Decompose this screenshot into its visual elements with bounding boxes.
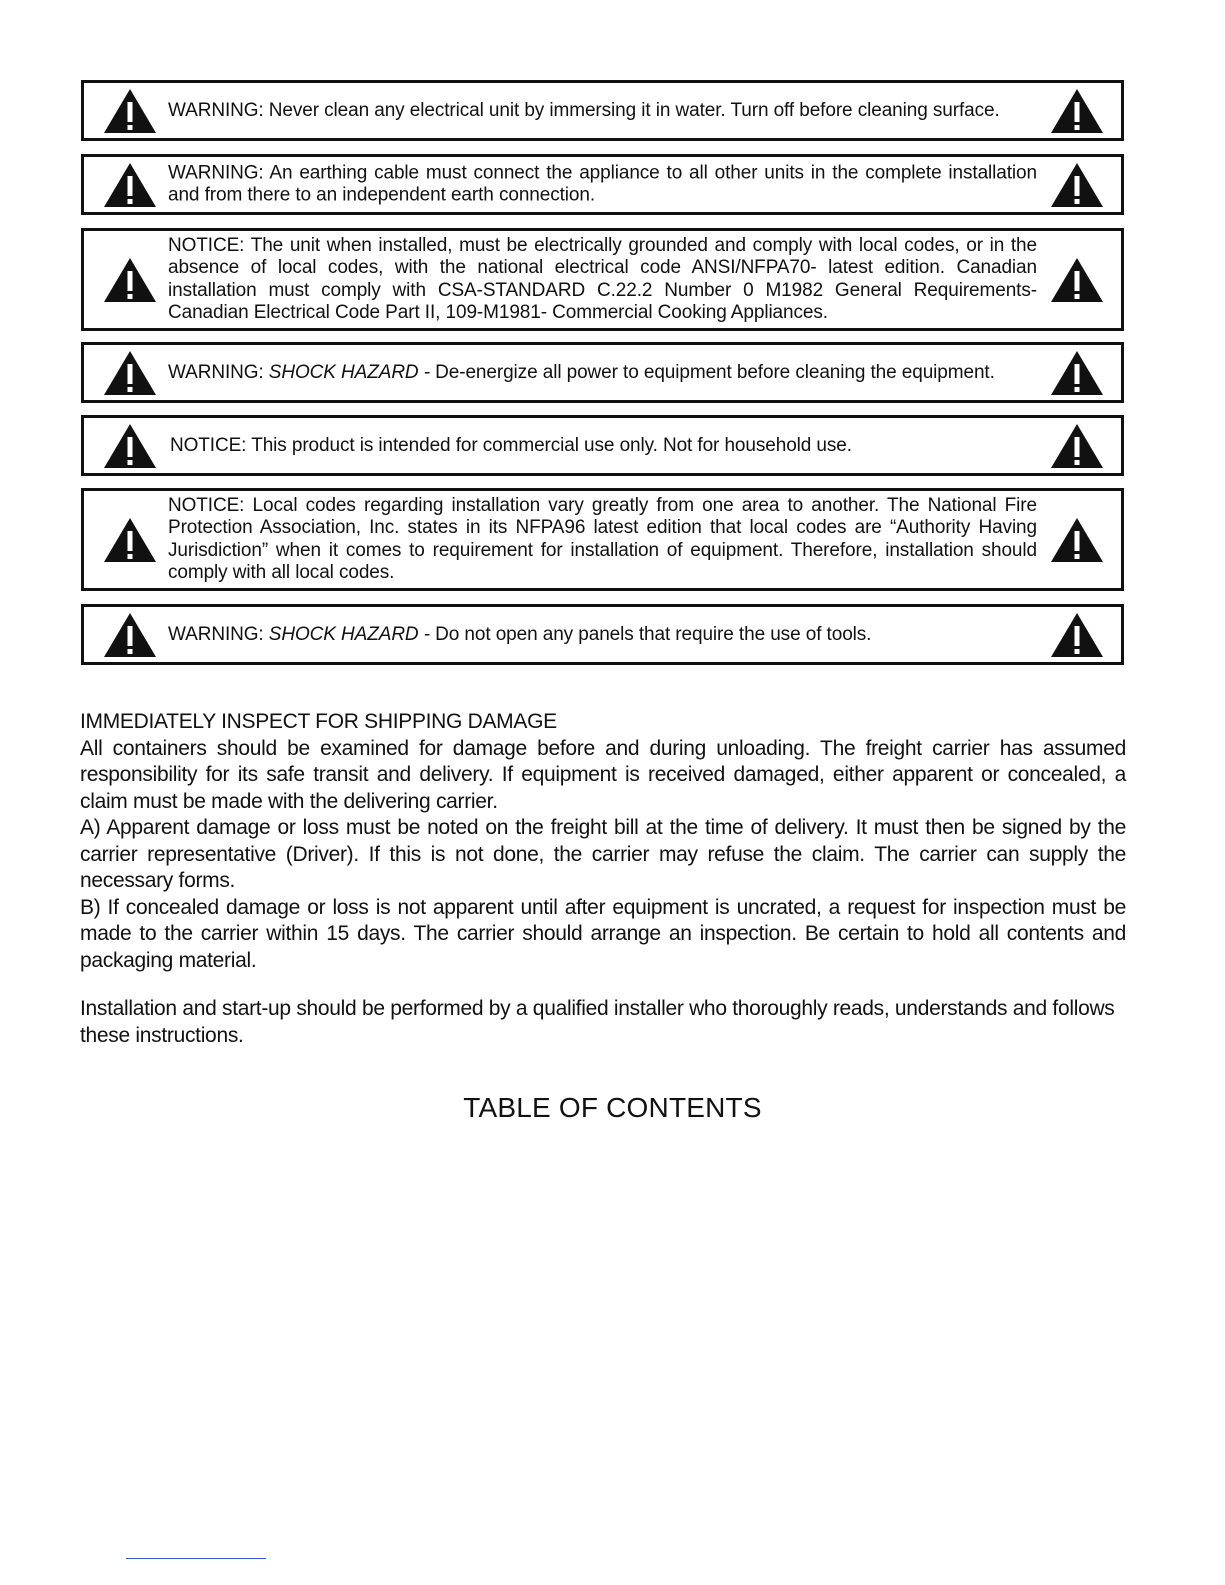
- warning-triangle-icon: [1049, 256, 1105, 304]
- notice-text: [170, 434, 1037, 457]
- warning-box-shock-panels: [81, 604, 1124, 665]
- notice-label: WARNING:: [168, 361, 264, 383]
- notice-text: [168, 99, 1037, 122]
- warning-triangle-icon: [1049, 349, 1105, 397]
- notice-box-local-codes: [81, 488, 1124, 591]
- notice-label: WARNING:: [168, 162, 264, 183]
- notice-text: [168, 235, 1037, 325]
- notice-label: NOTICE:: [170, 434, 247, 456]
- warning-box-immersion: [81, 80, 1124, 141]
- notice-emphasis: SHOCK HAZARD -: [268, 623, 430, 645]
- warning-triangle-icon: [1049, 611, 1105, 659]
- notice-label: NOTICE:: [168, 494, 245, 516]
- warning-triangle-icon: [1049, 422, 1105, 470]
- toc-title: TABLE OF CONTENTS: [463, 1092, 762, 1123]
- warning-triangle-icon: [102, 349, 158, 397]
- footer-rule: [126, 1558, 266, 1559]
- warning-triangle-icon: [102, 611, 158, 659]
- warning-triangle-icon: [1049, 87, 1105, 135]
- warning-triangle-icon: [1049, 516, 1105, 564]
- installation-note: [80, 996, 1126, 1049]
- notice-body: Do not open any panels that require the use of tools.: [429, 623, 872, 645]
- notice-box-grounding: [81, 228, 1124, 331]
- notice-text: [168, 162, 1037, 207]
- warning-triangle-icon: [1049, 161, 1105, 209]
- inspection-intro: All containers should be examined for damage before and during unloading. The freight carrier has assumed responsibility for its safe transit and delivery. If equipment is received damaged, either apparent or concealed, a claim must be made with the delivering carrier.: [80, 736, 1126, 813]
- warning-triangle-icon: [102, 161, 158, 209]
- warning-triangle-icon: [102, 256, 158, 304]
- warning-box-earthing: [81, 154, 1124, 215]
- inspection-item-b: B) If concealed damage or loss is not apparent until after equipment is uncrated, a request for inspection must be made to the carrier within 15 days. The carrier should arrange an inspection. Be certain to hold all contents and packaging material.: [80, 895, 1126, 972]
- notice-text: [168, 495, 1037, 585]
- notice-body: Local codes regarding installation vary greatly from one area to another. The National Fire Protection Association, Inc. states in its NFPA96 latest edition that local codes are “Authority Having Jurisdiction” when it comes to requirement for installation of equipment. Therefore, installation should comply with all local codes.: [168, 494, 1037, 583]
- notice-label: NOTICE:: [168, 234, 245, 256]
- notice-body: De-energize all power to equipment before cleaning the equipment.: [429, 361, 995, 383]
- notice-text: [168, 361, 1037, 384]
- inspection-item-a: A) Apparent damage or loss must be noted on the freight bill at the time of delivery. It must then be signed by the carrier representative (Driver). If this is not done, the carrier may refuse the claim. The carrier can supply the necessary forms.: [80, 816, 1126, 892]
- warning-triangle-icon: [102, 516, 158, 564]
- notice-label: WARNING:: [168, 99, 264, 121]
- inspection-heading: IMMEDIATELY INSPECT FOR SHIPPING DAMAGE: [80, 710, 557, 733]
- notice-text: [168, 623, 1037, 646]
- inspection-section: [80, 709, 1126, 974]
- warning-triangle-icon: [102, 422, 158, 470]
- notice-body: An earthing cable must connect the appliance to all other units in the complete installation and from there to an independent earth connection.: [168, 162, 1037, 206]
- warning-triangle-icon: [102, 87, 158, 135]
- installation-note-text: Installation and start-up should be performed by a qualified installer who thoroughly reads, understands and follows these instructions.: [80, 997, 1115, 1047]
- warning-box-shock-cleaning: [81, 342, 1124, 403]
- notice-box-commercial-use: [81, 415, 1124, 476]
- notice-body: This product is intended for commercial use only. Not for household use.: [246, 434, 852, 456]
- notice-emphasis: SHOCK HAZARD -: [268, 361, 430, 383]
- notice-label: WARNING:: [168, 623, 264, 645]
- notice-body: Never clean any electrical unit by immersing it in water. Turn off before cleaning surface.: [263, 99, 1000, 121]
- notice-body: The unit when installed, must be electrically grounded and comply with local codes, or in the absence of local codes, with the national electrical code ANSI/NFPA70- latest edition. Canadian installation must comply with CSA-STANDARD C.22.2 Number 0 M1982 General Requirements-Canadian Electrical Code Part II, 109-M1981- Commercial Cooking Appliances.: [168, 234, 1037, 323]
